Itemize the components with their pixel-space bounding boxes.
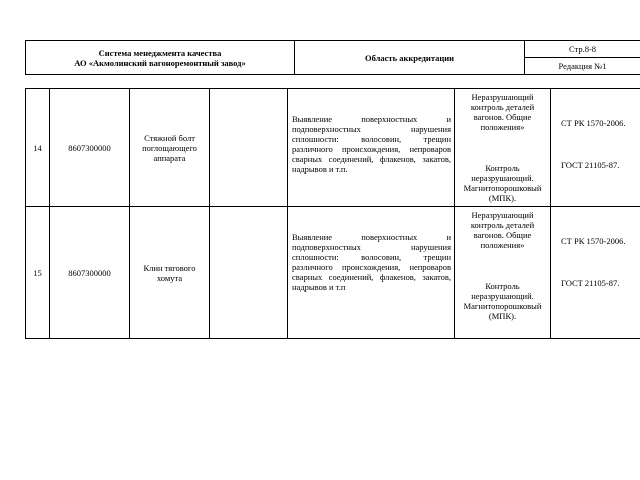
defect-description-text: Выявление поверхностных и подповерхностных нарушения сплошности: волосовин, трещин различного происхождения, непроваров сварных соединений, флакенов, закатов, надрывов и т.п: [292, 232, 451, 292]
standard-2: ГОСТ 21105-87.: [561, 278, 620, 288]
method-title: Неразрушающий контроль деталей вагонов. Общие положения»: [470, 92, 535, 132]
method-subtitle: Контроль неразрушающий. Магнитопорошковый (МПК).: [463, 281, 542, 321]
standard-1: СТ РК 1570-2006.: [561, 118, 626, 128]
section-title: Область аккредитации: [295, 41, 525, 75]
standards-cell: [551, 89, 640, 207]
test-method: [455, 89, 551, 207]
document-header: [25, 40, 640, 75]
defect-description: [288, 207, 455, 339]
product-name: Стяжной болт поглощающего аппарата: [130, 89, 210, 207]
standard-1: СТ РК 1570-2006.: [561, 236, 626, 246]
method-title: Неразрушающий контроль деталей вагонов. Общие положения»: [470, 210, 535, 250]
row-number: 14: [26, 89, 50, 207]
organization-cell: [26, 41, 295, 75]
org-line2: АО «Акмолинский вагоноремонтный завод»: [74, 57, 246, 68]
empty-cell: [210, 207, 288, 339]
product-code: 8607300000: [50, 89, 130, 207]
table-row: [26, 207, 640, 339]
defect-description-text: Выявление поверхностных и подповерхностных нарушения сплошности: волосовин, трещин различного происхождения, непроваров сварных соединений, флакенов, закатов, надрывов и т.п.: [292, 114, 451, 174]
page-number: Стр.8-8: [525, 41, 640, 58]
standards-cell: [551, 207, 640, 339]
product-code: 8607300000: [50, 207, 130, 339]
row-number: 15: [26, 207, 50, 339]
product-name: Клин тягового хомута: [130, 207, 210, 339]
table-row: [26, 89, 640, 207]
accreditation-table: [25, 88, 640, 339]
org-line1: Система менеджмента качества: [98, 47, 222, 58]
standard-2: ГОСТ 21105-87.: [561, 160, 620, 170]
defect-description: [288, 89, 455, 207]
edition-label: Редакция №1: [525, 58, 640, 75]
empty-cell: [210, 89, 288, 207]
method-subtitle: Контроль неразрушающий. Магнитопорошковый (МПК).: [463, 163, 542, 203]
test-method: [455, 207, 551, 339]
